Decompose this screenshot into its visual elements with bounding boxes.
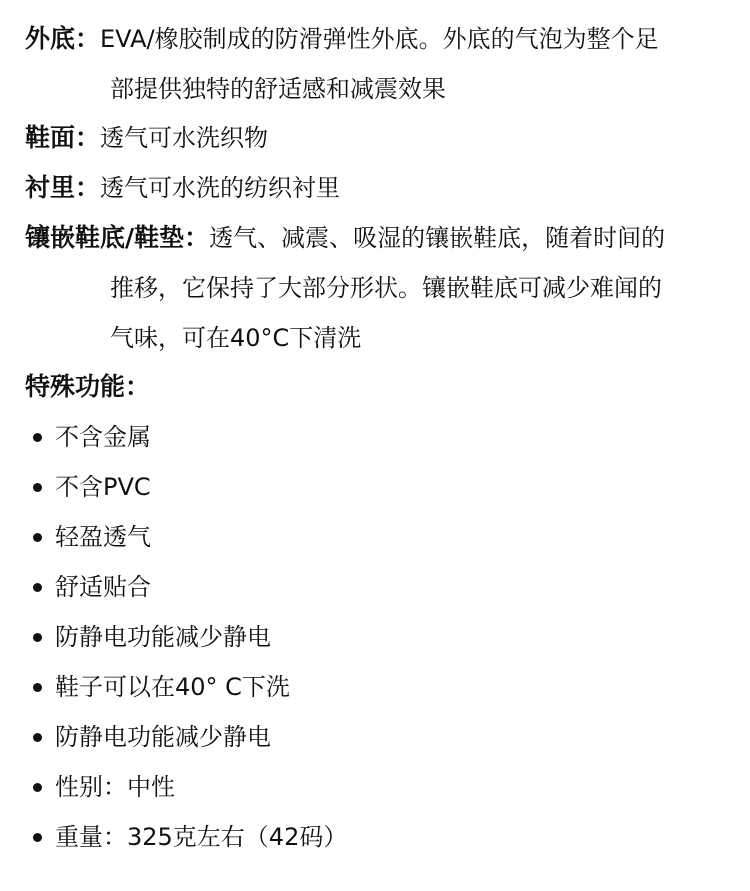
upper-spec (25, 113, 740, 163)
feature-item (25, 712, 740, 762)
feature-item-text: 不含金属 (55, 423, 151, 451)
bullet-icon (33, 833, 42, 842)
bullet-icon (33, 583, 42, 592)
feature-item-text: 鞋子可以在40° C下洗 (55, 673, 290, 701)
special-features (25, 362, 740, 862)
outsole-line-1 (25, 14, 659, 64)
feature-item (25, 612, 740, 662)
features-heading: 特殊功能： (25, 372, 151, 401)
feature-list (25, 412, 740, 862)
bullet-icon (33, 783, 42, 792)
lining-label: 衬里： (25, 173, 101, 202)
outsole-label: 外底： (25, 24, 101, 53)
lining-spec (25, 163, 740, 213)
feature-item-text: 性别：中性 (55, 773, 175, 801)
feature-item (25, 762, 740, 812)
upper-line (25, 113, 268, 163)
feature-item-text: 舒适贴合 (55, 573, 151, 601)
insole-text-line-2: 推移，它保持了大部分形状。镶嵌鞋底可减少难闻的 (110, 274, 662, 302)
lining-line (25, 163, 340, 213)
insole-spec (25, 213, 740, 363)
feature-item (25, 562, 740, 612)
bullet-icon (33, 533, 42, 542)
outsole-text-line-2: 部提供独特的舒适感和减震效果 (110, 75, 446, 103)
feature-item-text: 防静电功能减少静电 (55, 623, 271, 651)
insole-text-line-3: 气味，可在40°C下清洗 (110, 324, 362, 352)
bullet-icon (33, 683, 42, 692)
insole-label: 镶嵌鞋底/鞋垫： (25, 223, 210, 252)
feature-item (25, 462, 740, 512)
outsole-spec (25, 14, 740, 114)
insole-line-1 (25, 213, 665, 263)
feature-item-text: 防静电功能减少静电 (55, 723, 271, 751)
lining-text: 透气可水洗的纺织衬里 (100, 174, 341, 202)
feature-item (25, 812, 740, 862)
outsole-text-line-1: EVA/橡胶制成的防滑弹性外底。外底的气泡为整个足 (100, 25, 659, 53)
bullet-icon (33, 483, 42, 492)
feature-item-text: 轻盈透气 (55, 523, 151, 551)
feature-item-text: 重量：325克左右（42码） (55, 823, 348, 851)
upper-label: 鞋面： (25, 123, 101, 152)
bullet-icon (33, 433, 42, 442)
insole-text-line-1: 透气、减震、吸湿的镶嵌鞋底，随着时间的 (209, 224, 666, 252)
bullet-icon (33, 633, 42, 642)
feature-item-text: 不含PVC (55, 473, 151, 501)
feature-item (25, 512, 740, 562)
feature-item (25, 662, 740, 712)
feature-item (25, 412, 740, 462)
bullet-icon (33, 733, 42, 742)
upper-text: 透气可水洗织物 (100, 124, 269, 152)
